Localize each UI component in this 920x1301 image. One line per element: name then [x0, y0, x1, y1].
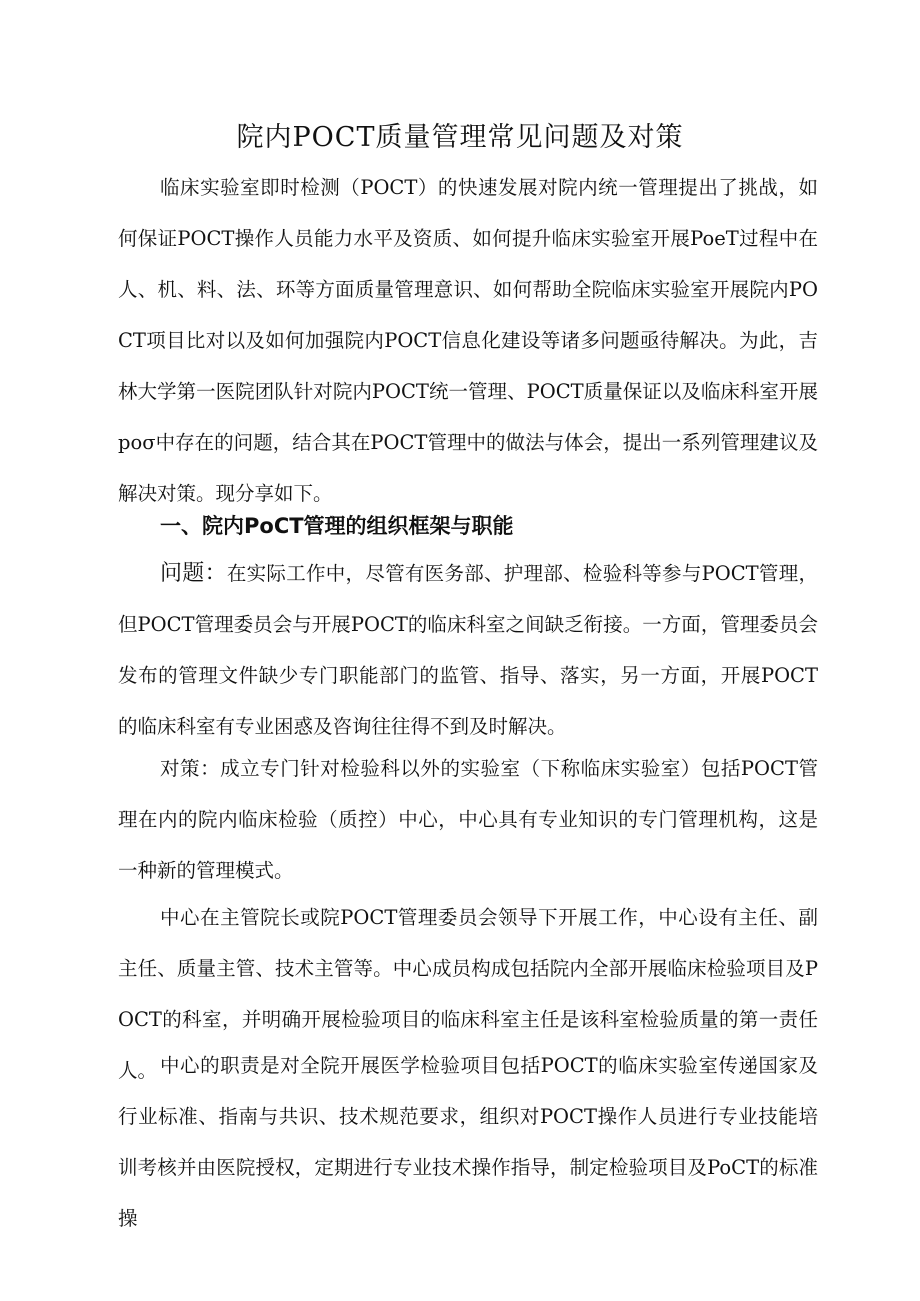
countermeasure-paragraph: 对策：成立专门针对检验科以外的实验室（下称临床实验室）包括POCT管理在内的院内临床检验（质控）中心，中心具有专业知识的专门管理机构，这是一种新的管理模式。 [118, 757, 818, 882]
section-heading: 一、院内PoCT管理的组织框架与职能 [160, 514, 514, 538]
center-duties-paragraph: 中心的职责是对全院开展医学检验项目包括POCT的临床实验室传递国家及行业标准、指南与共识、技术规范要求，组织对POCT操作人员进行专业技能培训考核并由医院授权，定期进行专业技术操作指导，制定检验项目及PoCT的标准操 [118, 1054, 818, 1230]
center-structure-paragraph: 中心在主管院长或院POCT管理委员会领导下开展工作，中心设有主任、副主任、质量主管、技术主管等。中心成员构成包括院内全部开展临床检验项目及POCT的科室，并明确开展检验项目的临床科室主任是该科室检验质量的第一责任人。 [118, 906, 818, 1082]
problem-paragraph [118, 548, 818, 752]
intro-paragraph: 临床实验室即时检测（POCT）的快速发展对院内统一管理提出了挑战，如何保证POCT操作人员能力水平及资质、如何提升临床实验室开展PoeT过程中在人、机、料、法、环等方面质量管理意识、如何帮助全院临床实验室开展院内POCT项目比对以及如何加强院内POCT信息化建设等诸多问题亟待解决。为此，吉林大学第一医院团队针对院内POCT统一管理、POCT质量保证以及临床科室开展poσ中存在的问题，结合其在POCT管理中的做法与体会，提出一系列管理建议及解决对策。现分享如下。 [118, 176, 818, 505]
document-title: 院内POCT质量管理常见问题及对策 [236, 122, 684, 153]
problem-text: 在实际工作中，尽管有医务部、护理部、检验科等参与POCT管理，但POCT管理委员会与开展POCT的临床科室之间缺乏衔接。一方面，管理委员会发布的管理文件缺少专门职能部门的监管、指导、落实，另一方面，开展POCT的临床科室有专业困惑及咨询往往得不到及时解决。 [118, 562, 818, 738]
problem-label: 问题： [160, 561, 227, 586]
